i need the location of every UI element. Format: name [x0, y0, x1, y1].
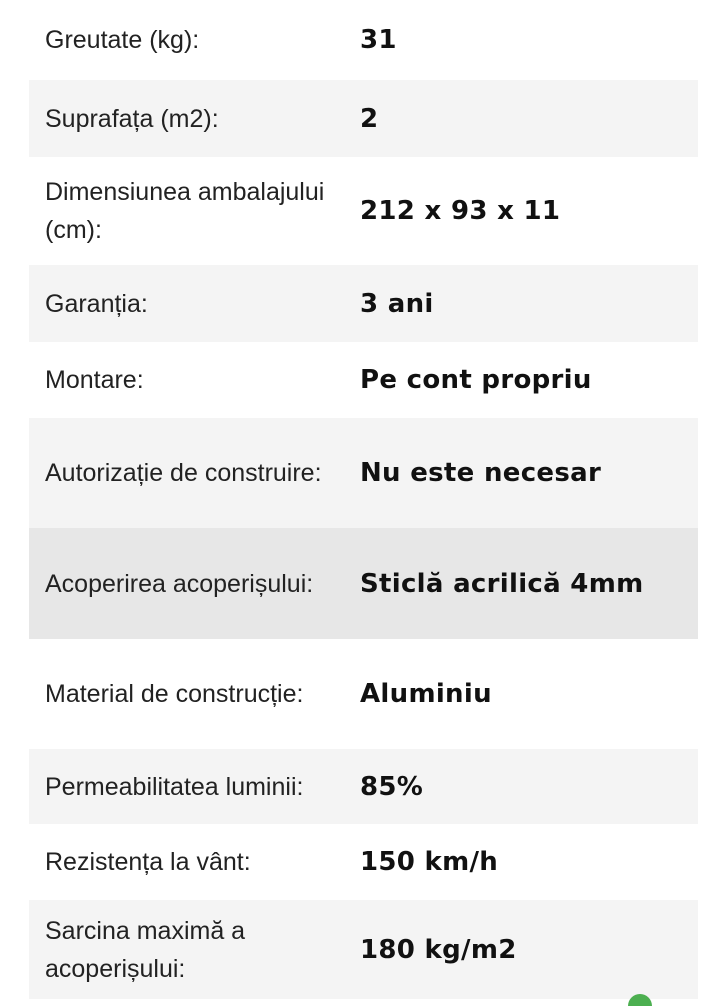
spec-label-roof-covering: Acoperirea acoperișului: [45, 569, 314, 598]
spec-row-weight [29, 0, 698, 80]
specifications-table [29, 0, 698, 999]
spec-label-light-permeability: Permeabilitatea luminii: [45, 772, 304, 801]
spec-label-building-permit: Autorizație de construire: [45, 459, 322, 487]
spec-row-package-dimensions [29, 157, 698, 265]
spec-row-roof-covering [29, 528, 698, 639]
spec-value-assembly: Pe cont propriu [360, 365, 592, 395]
spec-label-package-dimensions: Dimensiunea ambalajului (cm): [45, 178, 325, 244]
spec-row-building-permit [29, 418, 698, 528]
spec-value-roof-covering: Sticlă acrilică 4mm [360, 568, 644, 599]
spec-label-max-roof-load: Sarcina maximă a acoperișului: [45, 916, 246, 983]
spec-label-construction-material: Material de construcție: [45, 680, 304, 708]
spec-label-warranty: Garanția: [45, 289, 148, 318]
spec-row-max-roof-load [29, 900, 698, 999]
spec-value-max-roof-load: 180 kg/m2 [360, 934, 517, 965]
spec-row-construction-material [29, 639, 698, 749]
spec-label-assembly: Montare: [45, 366, 144, 394]
spec-value-wind-resistance: 150 km/h [360, 847, 499, 877]
spec-value-area: 2 [360, 103, 379, 134]
spec-value-construction-material: Aluminiu [360, 679, 492, 709]
spec-row-light-permeability [29, 749, 698, 824]
spec-label-weight: Greutate (kg): [45, 26, 200, 54]
spec-value-light-permeability: 85% [360, 771, 424, 802]
spec-value-package-dimensions: 212 x 93 x 11 [360, 196, 561, 226]
spec-label-wind-resistance: Rezistența la vânt: [45, 848, 251, 876]
spec-label-area: Suprafața (m2): [45, 104, 219, 133]
spec-value-building-permit: Nu este necesar [360, 458, 602, 488]
spec-row-assembly [29, 342, 698, 418]
spec-row-wind-resistance [29, 824, 698, 900]
spec-row-warranty [29, 265, 698, 342]
spec-value-warranty: 3 ani [360, 288, 434, 319]
spec-row-area [29, 80, 698, 157]
spec-value-weight: 31 [360, 25, 397, 55]
